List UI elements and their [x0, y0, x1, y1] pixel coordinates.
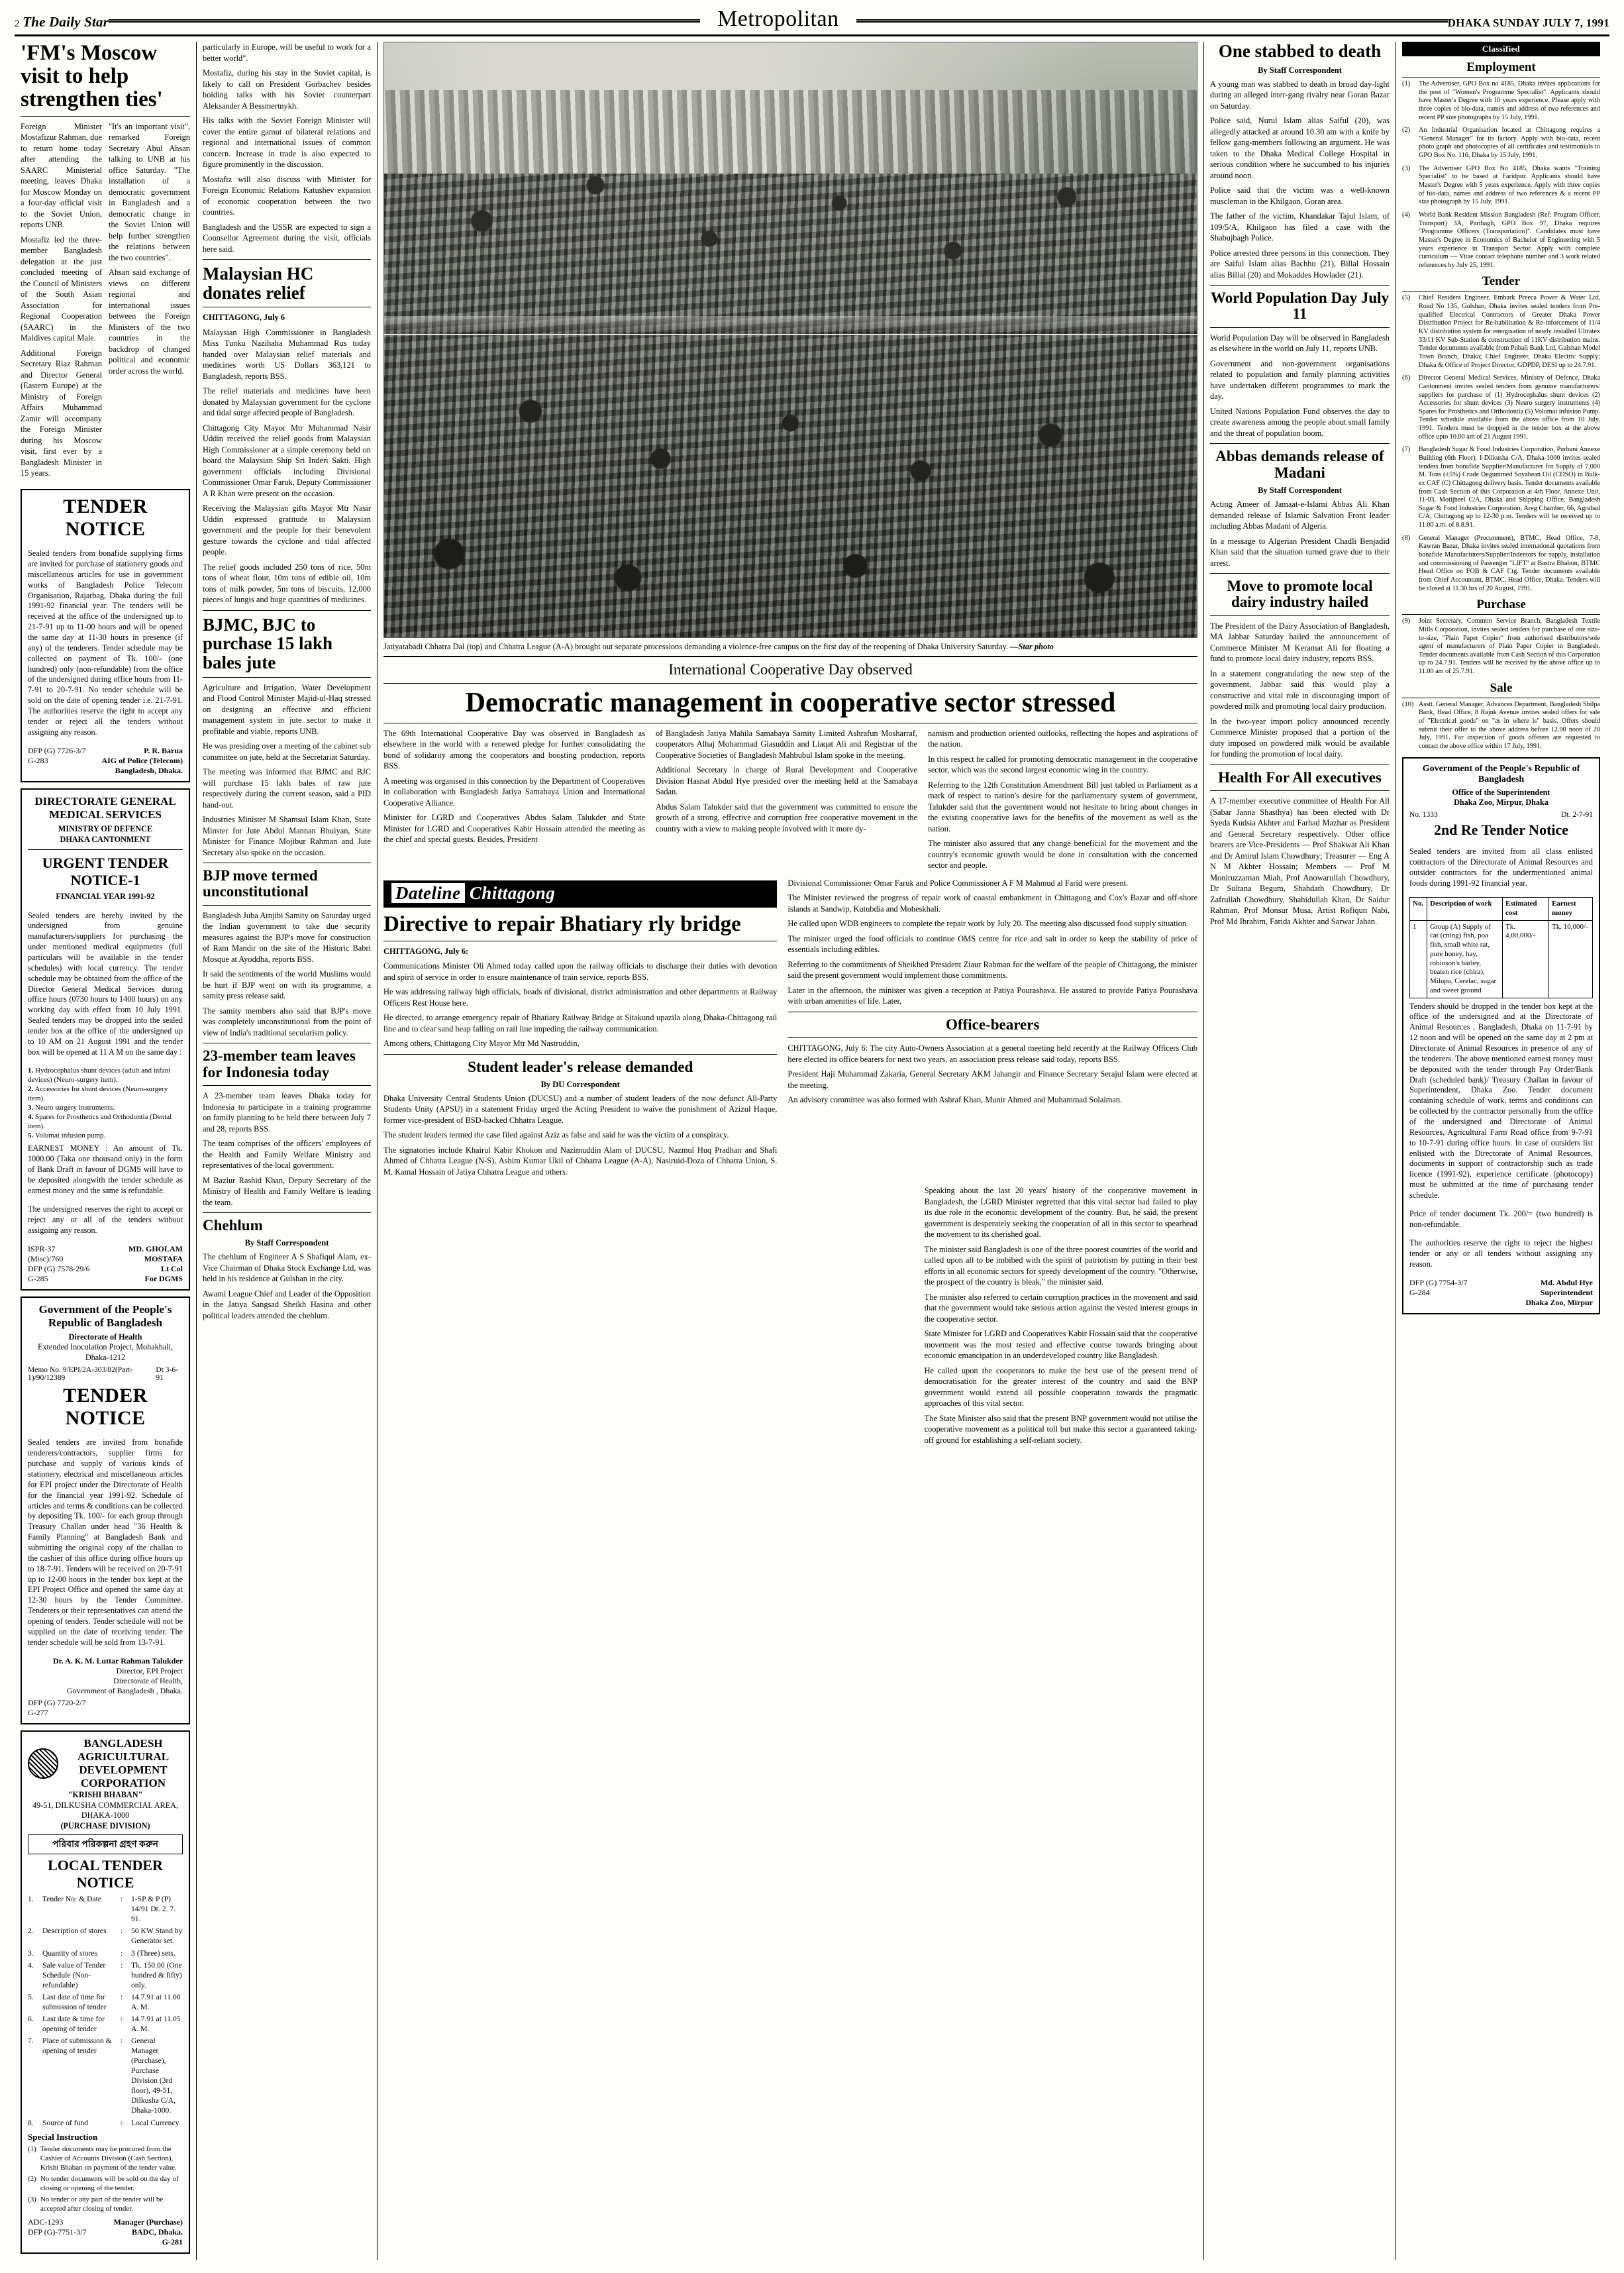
ad-title: TENDER NOTICE	[63, 495, 148, 540]
paragraph: He was presiding over a meeting of the cabinet sub committee on jute, held at the Secretariat Saturday.	[203, 741, 371, 762]
badc-logo-icon	[28, 1748, 58, 1779]
paragraph: State Minister for LGRD and Cooperatives Kabir Hossain said that the cooperative movement was the most tested and effective course towards bringing about economic emancipation in an underdeveloped country like Bangladesh.	[924, 1329, 1197, 1361]
signer-org: BADC, Dhaka.	[131, 2227, 183, 2237]
paragraph: An advisory committee was also formed with Ashraf Khan, Munir Ahmed and Muhammad Solaiman.	[787, 1095, 1123, 1105]
dateline-chittagong-banner	[383, 880, 777, 908]
paragraph: A 23-member team leaves Dhaka today for Indonesia to participate in a training programme on family planning to be held there between July 7 and 28, reports BSS.	[203, 1091, 371, 1134]
signer-name: Dr. A. K. M. Luttar Rahman Talukder	[52, 1656, 183, 1665]
classified-section-sale: Sale	[1402, 681, 1600, 698]
paragraph: Divisional Commissioner Omar Faruk and Police Commissioner A F M Mahmud al Farid were present.	[787, 878, 1129, 888]
row-num: 1.	[28, 1895, 34, 1904]
row-key: Place of submission & opening of tender	[42, 2036, 112, 2056]
row-key: Last date & time for opening of tender	[42, 2014, 105, 2033]
row-key: Quantity of stores	[42, 1948, 98, 1958]
paragraph: Additional Foreign Secretary Riaz Rahman and Director General (Eastern Europe) at the Ministry of Foreign Affairs Muhammad Zamir will accompany the Foreign Minister during his Moscow visit, first ever by a Bangladesh Minister in 15 years.	[21, 348, 102, 478]
badc-header	[28, 1737, 183, 1790]
paragraph: Minister for LGRD and Cooperatives Abdus Salam Talukder and State Minister for LGRD and Cooperatives Kabir Hossain attended the meeting as the chief and special guests. Besides, President	[383, 813, 645, 845]
paragraph: Foreign Minister Mostafizur Rahman, due to return home today after attending the SAARC Ministerial meeting, leaves Dhaka for Moscow Monday on a four-day official visit to the Soviet Union, reports UNB.	[21, 121, 102, 230]
procession-photo	[383, 42, 1197, 638]
row-sep: :	[121, 1992, 123, 2001]
cell: Tk. 10,000/-	[1549, 920, 1593, 998]
row-value: 14.7.91 at 11.00 A. M.	[131, 1992, 181, 2011]
row-sep: :	[121, 2014, 123, 2023]
ad-org: DIRECTORATE GENERAL MEDICAL SERVICES	[34, 794, 176, 821]
paragraph: The father of the victim, Khandakar Tajul Islam, of 109/5/A, Khilgaon has filed a case with the Shabujbagh Police.	[1210, 211, 1390, 243]
signer-name: MD. GHOLAM MOSTAFA	[128, 1243, 183, 1263]
dateline: CHITTAGONG, July 6:	[383, 946, 469, 956]
rly-headline: Directive to repair Bhatiary rly bridge	[383, 912, 741, 936]
classified-ad: (9) Joint Secretary, Common Service Branch, Bangladesh Textile Mills Corporation, invites sealed tenders for purchase of one size-to-size, "Plain Paper Copier" from authorised distributors/sole agent of manufacturers of Plain Paper Copier in Bangladesh. Tender documents available from Cash Section of this Corporation up to 24.7.91. Tenders will be received by the above office up to 11.00 am of 25.7.91.	[1402, 617, 1600, 676]
row-key: Last date of time for submission of tender	[42, 1992, 107, 2011]
list-item: Volumat infusion pump.	[34, 1132, 106, 1140]
paragraph: The minister said Bangladesh is one of the three poorest countries of the world and called upon all to be imbibed with the spirit of patriotism by putting in their best efforts in all economic sectors for speedy development of the country. "Otherwise, the prospect of the country is bleak," the minister said.	[924, 1244, 1197, 1287]
photo-credit: —Star photo	[1010, 642, 1054, 651]
ad-zoo-tender	[1402, 757, 1600, 1314]
classified-section-employment: Employment	[1402, 60, 1600, 78]
ad-special-list: (1) Tender documents may be procured from the Cashier of Accounts Division (Cash Section), Krishi Bhaban on payment of the tender value. (2) No tender documents will be sold on the day of closing or opening of the tender. (3) No tender or any part of the tender will be accepted after closing of tender.	[28, 2144, 183, 2214]
ad-text: World Bank Resident Mission Bangladesh (Ref: Program Officer, Transport) 3A, Paribagh, GPO Box 97, Dhaka requires "Programme Officers (Transportation)". Candidates must have Master's Degree in Economics of Bachelor of Engineering with 5 years experience in Transport Sector. Apply with complete curriculum — Vitae contact telephone number and 3 work related references by July 25, 1991.	[1419, 211, 1600, 269]
paragraph: A young man was stabbed to death in broad day-light during an alleged inter-gang rivalry near Goran Bazar on Saturday.	[1210, 79, 1390, 111]
ad-directorate: Directorate of Health	[68, 1332, 142, 1342]
paragraph: Police arrested three persons in this connection. They are Saiful Islam alias Bachhu (21), Billal Hossain alias Billal (20) and Mokaddes Howlader (21).	[1210, 248, 1390, 280]
col-header: No.	[1410, 898, 1427, 921]
ad-text: Bangladesh Sugar & Food Industries Corporation, Purbani Annexe Building (6th Floor), I-Dilkusha C/A, Dhaka-1000 invites sealed tenders from bonafide Supplier/Manufacturer for Supply of 7,000 M. Tons (±5%) Crude Degummed Soyabean Oil (CDSO) in Bulk-ex CAF (C) Chittagong delivery basis. Tender documents available from Cash Section of this Corporation at 4th Floor, Annexe Unit, 11-03, Motijheel C/A, Dhaka and Shipping Office, Bangladesh Sugar & Food Industries Corporation, Areg Chamber, 66, Agrabad C/A, Chittagong up to 12-30 p.m. Tenders will be received up to 11.00 a.m. of 8.8.91.	[1419, 446, 1600, 529]
col-header: Description of work	[1427, 898, 1503, 921]
masthead	[15, 7, 1609, 36]
ad-signature	[28, 1244, 183, 1284]
dateline: CHITTAGONG, July 6	[203, 313, 285, 323]
paragraph: Police said that the victim was a well-known muscleman in the Khilgaon, Goran area.	[1210, 185, 1390, 206]
row-sep: :	[121, 1960, 123, 1970]
signer-rank: Lt Col	[161, 1263, 183, 1273]
paragraph: Later in the afternoon, the minister was given a reception at Patiya Pourashava. He assured to provide Patiya Pourashava with urban amenities of life. Later,	[787, 985, 1197, 1006]
paragraph: The State Minister also said that the present BNP government would not utilise the cooperative movement as a political toll but make this sector a guaranteed taking-off ground for establishing a self-reliant society.	[924, 1413, 1197, 1445]
student-headline: Student leader's release demanded	[468, 1058, 693, 1075]
office-bearers-headline: Office-bearers	[946, 1016, 1040, 1033]
divider	[21, 116, 190, 117]
ad-ref: G-281	[162, 2237, 183, 2247]
banner-word-dateline: Dateline	[391, 883, 465, 903]
signer-for: For DGMS	[144, 1273, 183, 1283]
paragraph: Bangladesh and the USSR are expected to sign a Counsellor Agreement during the visit, officials here said.	[203, 222, 371, 254]
list-item: No tender documents will be sold on the day of closing or opening of the tender.	[40, 2174, 179, 2192]
paragraph: Chittagong City Mayor Mtr Muhammad Nasir Uddin received the relief goods from Malaysian High Commissioner at a simple ceremony held on board the Malaysian Ship Sri Inderi Sakti. High government officials including Divisional Commissioner Omar Faruk, Deputy Commissioner A R Khan were present on the occasion.	[203, 423, 371, 498]
health-for-all-headline: Health For All executives	[1218, 768, 1382, 786]
ad-text: General Manager (Procurement), BTMC, Head Office, 7-8, Kawran Bazar, Dhaka invites sealed international quotations from bonafide Manufacturers/Supplier/Indentors for supply, installation and commissioning of Passenger "LIFT" at Bastra Bhabon, BTMC Head Office on FOB & CAF Ctg. Tender documents available from Chief Accountant, BTMC, Head Office, Dhaka. Tenders will be closed at 11.30 hrs of 20 August, 1991.	[1419, 534, 1600, 592]
lead-headline: 'FM's Moscow visit to help strengthen ties'	[21, 41, 163, 111]
ad-place: Dhaka Zoo, Mirpur, Dhaka	[1454, 798, 1548, 808]
masthead-dateline: DHAKA SUNDAY JULY 7, 1991	[1447, 17, 1609, 29]
row-value: Local Currency.	[131, 2118, 181, 2127]
coop-body	[383, 728, 1197, 875]
ad-tender-notice-police	[21, 489, 190, 782]
paragraph: Among others, Chittagong City Mayor Mtr Md Nastruddin,	[383, 1039, 580, 1049]
paragraph: Awami League Chief and Leader of the Opposition in the Jatiya Sangsad Sheikh Hasina and other political leaders attended the chehlum.	[203, 1289, 371, 1320]
row-num: 2.	[28, 1927, 34, 1936]
row-value: General Manager (Purchase), Purchase Division (3rd floor), 49-51, Dilkusha C/A, Dhaka-1000.	[131, 2036, 176, 2115]
paragraph: The team comprises of the officers' employees of the Health and Family Welfare Ministry and representatives of the local government.	[203, 1139, 371, 1171]
paragraph: The President of the Dairy Association of Bangladesh, MA Jabbar Saturday hailed the announcement of Commerce Minister M Keramat Ali for floating a fund to promote local dairy industry, reports BSS.	[1210, 621, 1390, 664]
paragraph: Referring to the 12th Constitution Amendment Bill just tabled in Parliament as a mark of respect to nation's desire for the parliamentary system of government, Talukder said that the government would not hesitate to bring about changes in the existing cooperative laws for the benefits of the movement as well as the nation.	[928, 780, 1197, 833]
ad-text: The Advertiser, GPO Box no 4185, Dhaka invites applications for the post of "Women's Programme Specialist". Applicants should have Master's Degree with 10 years experience. Please apply with three copies of bio-data, names and address of two references and recent PP size photographs by 15 July, 1991.	[1419, 80, 1600, 121]
stabbed-headline: One stabbed to death	[1218, 41, 1382, 61]
paragraph: The Minister reviewed the progress of repair work of coastal embankment in Chittagong and Cox's Bazar and off-shore islands at Sandwip, Kutubdia and Moheskhali.	[787, 893, 1197, 914]
column-7	[1203, 42, 1396, 2260]
ad-text: The Advertiser GPO Box No 4185, Dhaka wants "Training Specialist" to be based at Faridpur. Applicants should have Master's Degree with 5 years experience. Apply with three copies of bio-data, names and address of two references & a recent PP size photograph by 15 July, 1991.	[1419, 164, 1600, 206]
paragraph: CHITTAGONG, July 6: The city Auto-Owners Association at a general meeting held recently at the Railway Officers Club here elected its office bearers for next two years, an association press release said today, reports BSS.	[787, 1043, 1197, 1064]
ad-ref: G-285	[28, 1273, 48, 1283]
signer-gov: Government of Bangladesh , Dhaka.	[66, 1685, 183, 1695]
row-num: 3.	[28, 1948, 34, 1958]
ad-text: Director General Medical Services, Ministry of Defence, Dhaka Cantonment invites sealed tenders from genuine manufacturers/ suppliers for purchase of (1) Hydrocephalus shunt devices (2) Accessories for shunt devices (3) Neuro surgery instruments (4) Spares for Prosthetics and Orthodontia (5) Volumat infusion Pump. Tender schedule available from the above office from 10 July, 1991. Tenders must be dropped in the tender box at the above office upto 10.00 am of 21 August 1991.	[1419, 374, 1600, 441]
ad-health-tender	[21, 1296, 190, 1724]
paragraph: The minister urged the food officials to continue OMS centre for rice and salt in order to keep the stability of price of essentials including edibles.	[787, 933, 1197, 955]
row-sep: :	[121, 1948, 123, 1958]
table-row	[1410, 920, 1593, 998]
signer-name: Md. Abdul Hye	[1540, 1277, 1593, 1287]
coop-kicker: International Cooperative Day observed	[668, 661, 913, 678]
paragraph: World Population Day will be observed in Bangladesh as elsewhere in the world on July 11, reports UNB.	[1210, 333, 1390, 354]
ad-reserve-clause: The authorities reserve the right to reject the highest tender or any or all tenders without assigning any reason.	[1409, 1238, 1593, 1269]
ad-text: Joint Secretary, Common Service Branch, Bangladesh Textile Mills Corporation, invites sealed tenders for purchase of one size-to-size, "Plain Paper Copier" from authorised distributors/sole agent of manufacturers of Plain Paper Copier in Bangladesh. Tender documents available from Cash Section of this Corporation up to 24.7.91. Tenders will be received by the above office up to 11.00 am of 25.7.91.	[1419, 617, 1600, 676]
paragraph: M Bazlur Rashid Khan, Deputy Secretary of the Ministry of Health and Family Welfare is leading the team.	[203, 1175, 371, 1207]
paragraph: of Bangladesh Jatiya Mahila Samabaya Samity Limited Ashrafun Mosharraf, cooperators Alhaj Mohammad Giasuddin and Liaqat Ali and Registrar of the Cooperative Societies of Bangladesh Mahbubul Islam spoke in the meeting.	[656, 728, 917, 760]
zoo-tender-table	[1409, 897, 1593, 998]
bjmc-headline: BJMC, BJC to purchase 15 lakh bales jute	[203, 614, 333, 672]
paragraph: The minister also assured that any change beneficial for the movement and the country's economic growth would be done in consultation with the concerned sector and people.	[928, 839, 1197, 871]
paragraph: His talks with the Soviet Foreign Minister will cover the entire gamut of bilateral relations and regional and international issues of common concern. Increase in trade is also expected to figure prominently in the discussion.	[203, 116, 371, 169]
ad-ref: ISPR-37 (Misc)/760	[28, 1243, 64, 1263]
malaysian-headline: Malaysian HC donates relief	[203, 264, 314, 303]
row-value: 50 KW Stand by Generator set.	[131, 1927, 183, 1946]
paper-name: The Daily Star	[23, 14, 109, 30]
ad-body: Tenders should be dropped in the tender box kept at the office of the undersigned and at the Directorate of Animal Resources , Bangladesh, Dhaka on 11-7-91 by 12 noon and will be opened on the same day at 2 pm at Directorate of Animal Resources in presence of any of the tenderers. The above mentioned earnest money must be deposited with the tender through Pay Order/Bank Draft (scheduled bank)/ Treasury Challan in favour of Superintendent, Dhaka Zoo. Tender document containing schedule of work, terms and conditions can be collected by the contractor personally from the office of the undersigned and Directorate of Animal Resources, Agricultural Farm Road office from 9-7-91 to 10-7-91 during office hours. In case of outsiders list enlisted with the Directorate of Animal Resources, documents in support of contractorship such as trade licence (1991-92), experience certificate (photocopy) must be submitted at the time of purchasing tender schedule.	[1409, 1001, 1593, 1200]
abbas-headline: Abbas demands release of Madani	[1215, 448, 1384, 481]
paragraph: particularly in Europe, will be useful to work for a better world".	[203, 42, 371, 63]
memo-no: Memo No. 9/EPI/2A-303/82(Part-1)/90/12389	[28, 1366, 133, 1383]
page-number: 2	[15, 19, 20, 29]
ad-badc-tender	[21, 1730, 190, 2254]
paragraph: Mostafiz, during his stay in the Soviet capital, is likely to call on President Gorbachev besides holding talks with his Soviet counterpart Aleksander A Bessmertnykh.	[203, 68, 371, 111]
row-num: 4.	[28, 1960, 34, 1970]
ad-ministry: MINISTRY OF DEFENCE	[58, 823, 153, 833]
page-grid	[15, 42, 1609, 2260]
chehlum-headline: Chehlum	[203, 1217, 263, 1234]
paragraph: In this respect he called for promoting democratic management in the cooperative sector, which was the second largest economic wing in the country.	[928, 754, 1197, 775]
classified-ad: (5) Chief Resident Engineer, Embark Preeca Power & Water Ltd, Road No 135, Gulshan, Dhaka invites sealed tenders from Pre-qualified Electrical Contractors of Greater Dhaka Power Distribution Project for Re-habilitation & Re-inforcement of 11/4 KV distribution system for energisation of newly installed Ultratex 33/11 KV Sub-Station & construction of 11KV distribution mains. Tender documents available from Pubali Bank Ltd, Gulshan Model Town Branch, Dhaka; Chief Engineer, Dhaka Electric Supply; Dhaka & Office of Project Director, GDPDP, DESI up to 24.7.91.	[1402, 294, 1601, 369]
ad-ref: DFP (G) 7720-2/7	[28, 1697, 86, 1707]
ad-title: 2nd Re Tender Notice	[1433, 821, 1569, 839]
ad-title: URGENT TENDER NOTICE-1	[42, 855, 169, 889]
list-item: Neuro surgery instruments.	[35, 1104, 115, 1112]
ad-ref: DFP (G) 7754-3/7	[1409, 1277, 1468, 1287]
signer-name: Manager (Purchase)	[113, 2217, 183, 2227]
classified-section-tender: Tender	[1402, 274, 1600, 291]
memo-date: Dt 3-6-91	[156, 1366, 178, 1383]
ad-ref: G-283	[28, 755, 48, 765]
row-sep: :	[121, 1927, 123, 1936]
coop-story	[383, 656, 1197, 875]
paragraph: President Haji Muhammad Zakaria, General Secretary AKM Jahangir and Finance Secretary Serajul Islam were elected at the meeting.	[787, 1069, 1197, 1090]
ad-earnest-money: EARNEST MONEY : An amount of Tk. 1000.00 (Taka one thousand only) in the form of Bank Draft in favour of DGMS will have to be deposited alongwith the tender schedule as earnest money and the same is refundable.	[28, 1143, 183, 1195]
paragraph: The student leaders termed the case filed against Aziz as false and said he was the victim of a conspiracy.	[383, 1130, 729, 1140]
paragraph: Agriculture and Irrigation, Water Development and Flood Control Minister Majid-ul-Haq stressed on designing an effective and efficient management system in jute sector to make it profitable and viable, reports UNB.	[203, 682, 371, 736]
classified-ad: (2) An Industrial Organisation located at Chittagong requires a "General Manager" for its factory. Apply with bio-data, recent photo graph and photocopies of all certificates and testimonials to GPO Box No. 116, Dhaka by 15 July, 1991.	[1402, 127, 1600, 160]
ad-ref: ADC-1293	[28, 2217, 64, 2227]
ad-body: Sealed tenders are hereby invited by the undersigned from genuine manufacturers/suppliers for purchasing the under mentioned medical equipments (full particulars will be available in the tender schedules) with local currency. The tender schedule may be obtained from the office of the Director General Medical Services during office hours (0730 hours to 1400 hours) on any working day with effect from 10 July 1991. Sealed tenders may be dropped into the sealed tender box at the office of the undersigned up to 10 AM on 21 August 1991 and the tender box will be opened at 11 A M on the same day :	[28, 910, 183, 1057]
signer-address: Bangladesh, Dhaka.	[115, 765, 183, 775]
section-title: Metropolitan	[700, 7, 856, 31]
row-key: Description of stores	[42, 1927, 107, 1936]
row-value: 3 (Three) sets.	[131, 1948, 176, 1958]
paragraph: United Nations Population Fund observes the day to create awareness among the people about small family and the threat of population boom.	[1210, 406, 1390, 438]
classified-ad: (8) General Manager (Procurement), BTMC, Head Office, 7-8, Kawran Bazar, Dhaka invites sealed international quotations from bonafide Manufacturers/Supplier/Indentors for supply, installation and commissioning of Passenger "LIFT" at Bastra Bhabon, BTMC Head Office on FOB & CAF Ctg. Tender documents available from Chief Accountant, BTMC, Head Office, Dhaka. Tenders will be closed at 11.30 hrs of 20 August, 1991.	[1402, 534, 1600, 592]
ad-ref: DFP (G) 7726-3/7	[28, 745, 86, 755]
coop-headline: Democratic management in cooperative sector stressed	[465, 688, 1116, 719]
bjp-headline: BJP move termed unconstitutional	[203, 867, 318, 900]
ad-body: Sealed tenders from bonafide supplying firms are invited for purchase of stationery goods and miscellaneous articles for use in government works of Bangladesh Police Telecom Organisation, Rajarbag, Dhaka during the full 1991-92 financial year. The tenders will be received at the office of the undersigned up to 21-7-91 up to 11-00 hours and will be opened the same day at 11-30 hours in presence (if any) of the tenderers. Tender schedule may be collected on payment of Tk. 100/- (one hundred) only (non-refundable) from the office of the undersigned during office hours from 11-7-91 to 20-7-91. No tender schedule will be sold on the date of opening tender i.e. 21-7-91. The authorities reserve the right to accept any tender or reject all the tenders without assigning any reason.	[28, 549, 183, 737]
paragraph: In a message to Algerian President Chadli Benjadid Khan said that the situation turned grave due to their arrest.	[1210, 536, 1390, 568]
signer-org: Dhaka Zoo, Mirpur	[1525, 1297, 1593, 1307]
ad-address: 49-51, DILKUSHA COMMERCIAL AREA, DHAKA-1000	[32, 1800, 178, 1821]
classified-ad: (6) Director General Medical Services, Ministry of Defence, Dhaka Cantonment invites sealed tenders from genuine manufacturers/ suppliers for purchase of (1) Hydrocephalus shunt devices (2) Accessories for shunt devices (3) Neuro surgery instruments (4) Spares for Prosthetics and Orthodontia (5) Volumat infusion Pump. Tender schedule available from the above office from 10 July, 1991. Tenders must be dropped in the tender box at the above office upto 10.00 am of 21 August 1991.	[1402, 374, 1600, 441]
paragraph: He called upon the cooperators to make the best use of the present trend of democratisation for the greater interest of the country and said the BNP government would extend all possible cooperation towards the pragmatic approaches of this vital sector.	[924, 1365, 1197, 1408]
coop-overflow	[383, 1185, 1197, 1450]
paragraph: Mostafiz will also discuss with Minister for Foreign Economic Relations Katushev expansion of economic cooperation between the two countries.	[203, 174, 371, 217]
row-key: Tender No: & Date	[42, 1895, 102, 1904]
row-num: 5.	[28, 1992, 34, 2001]
world-population-headline: World Population Day July 11	[1210, 290, 1390, 323]
column-8-classified	[1396, 42, 1606, 2260]
paragraph: A meeting was organised in this connection by the Department of Cooperatives in collaboration with Bangladesh Jatiya Samabaya Union and International Cooperative Alliance.	[383, 776, 645, 808]
paragraph: In the two-year import policy announced recently Commerce Minister proposed that a portion of the duty imposed on powdered milk would be available for funding the promotion of local dairy.	[1210, 716, 1390, 759]
column-2	[196, 42, 377, 2260]
paragraph: Government and non-government organisations related to population and family planning activities have undertaken different programmes to mark the day.	[1210, 358, 1390, 401]
paragraph: Mostafiz led the three-member Bangladesh delegation at the just concluded meeting of the Council of Ministers of the South Asian Association for Regional Cooperation (SAARC) in the Maldives capital Male.	[21, 235, 102, 343]
row-num: 7.	[28, 2036, 34, 2045]
ad-bangla-slogan: পরিবার পরিকল্পনা গ্রহণ করুন	[28, 1834, 183, 1854]
row-sep: :	[121, 2036, 123, 2045]
paragraph: He called upon WDB engineers to complete the repair work by July 20. The meeting also discussed food supply situation.	[787, 919, 1189, 929]
masthead-left	[15, 14, 109, 32]
ad-ref: DFP (G)-7751-3/7	[28, 2227, 87, 2237]
ad-fy: FINANCIAL YEAR 1991-92	[56, 892, 155, 902]
paragraph: The samity members also said that BJP's move was completely unconstitutional from the point of view of India's traditional secularism policy.	[203, 1006, 371, 1037]
classified-section-purchase: Purchase	[1402, 598, 1600, 615]
paragraph: He directed, to arrange emergency repair of Bhatiary Railway Bridge at Sitakund upazila along Dhaka-Chittagong rail line and to clear sand heap falling on rail line impeding the railway communication.	[383, 1013, 778, 1033]
cell: Group (A) Supply of cat (ching) fish, poa fish, small white rat, pure honey, hay, robinson's barley, beaten rice (chira), Milupa, Cerelac, sugar and sweet ground	[1427, 920, 1503, 998]
paragraph: The minister also referred to certain corruption practices in the movement and said that the government would take serious action against the vested interest groups in the cooperative sector.	[924, 1292, 1197, 1324]
notice-no: No. 1333	[1409, 811, 1438, 819]
paragraph: Abdus Salam Talukder said that the government was committed to ensure the growth of a strong, effective and corruption free cooperative movement in the country with a view to making people involved with it more dy-	[656, 802, 917, 833]
byline: By Staff Correspondent	[1258, 486, 1342, 496]
row-sep: :	[121, 1895, 123, 1904]
ad-ref: G-284	[1409, 1287, 1430, 1297]
notice-date: Dt. 2-7-91	[1561, 811, 1593, 819]
photo-caption	[383, 641, 1197, 652]
lead-body	[21, 121, 190, 483]
row-key: Sale value of Tender Schedule (Non-refundable)	[42, 1960, 106, 1989]
paragraph: In a statement congratulating the new step of the government, Jabbar said this would play a constructive and vital role in discouraging import of powdered milk and promoting local dairy production.	[1210, 668, 1390, 712]
ad-office: Office of the Superintendent	[1452, 787, 1550, 797]
paragraph: It said the sentiments of the world Muslims would be hurt if BJP went on with its programme, a samity press release said.	[203, 969, 371, 1001]
column-center-block	[377, 42, 1203, 2260]
cell: 1	[1410, 920, 1427, 998]
ad-spec-list	[28, 1894, 183, 2127]
ad-dgms-tender	[21, 788, 190, 1291]
row-num: 8.	[28, 2118, 34, 2127]
col-header: Earnest money	[1549, 898, 1593, 921]
row-key: Source of fund	[42, 2118, 88, 2127]
ad-text: An Industrial Organisation located at Chittagong requires a "General Manager" for its factory. Apply with bio-data, recent photo graph and photocopies of all certificates and testimonials to GPO Box No. 116, Dhaka by 15 July, 1991.	[1419, 127, 1600, 160]
list-item: Hydrocephalus shunt devices (adult and infant devices) (Neuro-surgery item).	[28, 1066, 171, 1084]
ad-ref: DFP (G) 7578-29/6	[28, 1263, 90, 1273]
paragraph: He was addressing railway high officials, heads of divisional, district administration and other departments at Railway Officers Rest House here.	[383, 987, 778, 1008]
signer-org: Directorate of Health,	[113, 1675, 183, 1685]
paragraph: The 69th International Cooperative Day was observed in Bangladesh as elsewhere in the world with a renewed pledge for further consolidating the bond of solidarity among the cooperators and boosting production, reports BSS.	[383, 728, 645, 771]
list-item: No tender or any part of the tender will be accepted after closing of tender.	[40, 2195, 164, 2213]
paragraph: Bangladesh Juba Atnjibi Samity on Saturday urged the Indian government to take due security measures against the BJP's move for construction of Ram Mandir on the site of the Historic Babri Mosque at Ayoddha, reports BSS.	[203, 910, 371, 964]
classified-ad: (3) The Advertiser GPO Box No 4185, Dhaka wants "Training Specialist" to be based at Faridpur. Applicants should have Master's Degree with 5 years experience. Apply with three copies of bio-data, names and address of two references & a recent PP size photograph by 15 July, 1991.	[1402, 164, 1600, 206]
ad-gov: Government of the People's Republic of Bangladesh	[1422, 763, 1580, 784]
paragraph: Dhaka University Central Students Union (DUCSU) and a number of student leaders of the now defunct All-Party Students Unity (APSU) in a statement Friday urged the Acting President to waive the punishment of Azizul Haque, former vice-president of BSD-backed Chhatra League.	[383, 1093, 778, 1125]
paragraph: Additional Secretary in charge of Rural Development and Cooperative Division Hasnat Abdul Hye presided over the meeting held at the Samabaya Sadan.	[656, 765, 917, 797]
classified-ad: (1) The Advertiser, GPO Box no 4185, Dhaka invites applications for the post of "Women's Programme Specialist". Applicants should have Master's Degree with 10 years experience. Please apply with three copies of bio-data, names and address of two references and recent PP size photographs by 15 July, 1991.	[1402, 80, 1600, 121]
signer-title: Director, EPI Project	[116, 1665, 183, 1675]
row-sep: :	[121, 2118, 123, 2127]
ad-ref: G-277	[28, 1707, 48, 1717]
ad-project: Extended Inoculation Project, Mohakhali, Dhaka-1212	[37, 1342, 174, 1363]
paragraph: The relief materials and medicines have been donated by Malaysian government for the cyclone and tidal surge affected people of Bangladesh.	[203, 386, 371, 418]
paragraph: namism and production oriented outlooks, reflecting the hopes and aspirations of the nation.	[928, 728, 1197, 749]
paragraph: Communications Minister Oli Ahmed today called upon the railway officials to discharge their duties with devotion and spirit of service in order to ensure maintenance of train service, reports BSS.	[383, 961, 778, 982]
table-header-row	[1410, 898, 1593, 921]
row-value: 14.7.91 at 11.05 A. M.	[131, 2014, 181, 2033]
list-item: Tender documents may be procured from the Cashier of Accounts Division (Cash Section), Krishi Bhaban on payment of the tender value.	[40, 2144, 177, 2172]
paragraph: The signatories include Khairul Kabir Khokon and Nazimuddin Alam of DUCSU, Nazmul Huq Pradhan and Shafi Ahmed of Chhatra League (N-S), Ashim Kumar Ukil of Chhatra League (A-A), Nasiruid-Doza of Chhatra Union, S. M. Kamal Hossain of Jatiya Chhatra League and others.	[383, 1145, 778, 1177]
ad-org: BANGLADESH AGRICULTURAL DEVELOPMENT CORPORATION	[77, 1736, 170, 1789]
paragraph: Malaysian High Commissioner in Bangladesh Miss Tunku Nazihaha Muhammad Rus today handed over Malaysian relief materials and medicines worth US Dollars 363,121 to Bangladesh, reports BSS.	[203, 327, 371, 381]
byline: By DU Correspondent	[540, 1079, 620, 1089]
ad-price-note: Price of tender document Tk. 200/= (two hundred) is non-refundable.	[1409, 1209, 1593, 1229]
ad-special-title: Special Instruction	[28, 2131, 98, 2142]
section-title-wrap	[109, 7, 1447, 32]
paragraph: "It's an important visit", remarked Foreign Secretary Abul Ahsan talking to UNB at his office Saturday. "The installation of a democratic government in Bangladesh and a democratic change in the Soviet Union will help further strengthen the relations between the two countries".	[109, 121, 190, 262]
paragraph: The meeting was informed that BJMC and BJC will purchase 15 lakh bales of raw jute respectively during the current season, said a PID hand-out.	[203, 767, 371, 810]
ad-sub: "KRISHI BHABAN"	[68, 1789, 143, 1799]
classified-header: Classified	[1402, 42, 1600, 56]
ad-signature	[28, 2217, 183, 2247]
paragraph: Ahsan said exchange of views on different regional and international issues between the Foreign Ministers of the two countries in the backdrop of changed political and economic order across the world.	[109, 268, 190, 376]
list-item: Accessories for shunt devices (Neuro-surgery item).	[28, 1084, 168, 1102]
ad-signature	[1409, 1278, 1593, 1308]
ad-division: (PURCHASE DIVISION)	[60, 1821, 150, 1831]
paragraph: Speaking about the last 20 years' history of the cooperative movement in Bangladesh, the LGRD Minister regretted that this vital sector had failed to play its due role in the economic development of the country. But, he said, the present government is desperately seeking the cooperation of all in this sector to spearhead the movement to its cherished goal.	[924, 1186, 1197, 1240]
ad-reserve-clause: The undersigned reserves the right to accept or reject any or all of the tenders without assigning any reason.	[28, 1204, 183, 1235]
paragraph: The relief goods included 250 tons of rice, 50m tons of wheat flour, 10m tons of edible oil, 10m tons of milk powder, 5m tons of biscuits, 12,000 pieces of lungis and huge quantities of medicines.	[203, 562, 371, 605]
dairy-headline: Move to promote local dairy industry hailed	[1227, 578, 1373, 611]
ad-signature	[28, 746, 183, 776]
caption-text: Jatiyatabadi Chhatra Dal (top) and Chhatra League (A-A) brought out separate processions demanding a violence-free campus on the first day of the reopening of Dhaka University Saturday.	[383, 642, 1008, 651]
ad-item-list: 1. Hydrocephalus shunt devices (adult and infant devices) (Neuro-surgery item). 2. Accessories for shunt devices (Neuro-surgery item). 3. Neuro surgery instruments. 4. Spares for Prosthetics and Orthodontia (Dental item). 5. Volumat infusion pump.	[28, 1066, 172, 1140]
paragraph: Acting Ameer of Jamaat-e-Islami Abbas Ali Khan demanded release of Islamic Salvation Front leader including Abbas Madani of Algeria.	[1210, 500, 1390, 531]
paragraph: Receiving the Malaysian gifts Mayor Mtr Nasir Uddin expressed gratitude to Malaysian government and the people for their benevolent gesture towards the cyclone and tidal affected people.	[203, 503, 371, 557]
signer-name: P. R. Barua	[144, 745, 183, 755]
signer-title: AIG of Police (Telecom)	[101, 755, 183, 765]
ad-place: DHAKA CANTONMENT	[60, 834, 151, 844]
col-header: Estimated cost	[1503, 898, 1549, 921]
classified-ad: (4) World Bank Resident Mission Bangladesh (Ref: Program Officer, Transport) 3A, Paribagh, GPO Box 97, Dhaka requires "Programme Officers (Transportation)". Candidates must have Master's Degree in Economics of Bachelor of Engineering with 5 years experience in Transport Sector. Apply with complete curriculum — Vitae contact telephone number and 3 work related references by July 25, 1991.	[1402, 211, 1600, 269]
ad-gov: Government of the People's Republic of Bangladesh	[38, 1302, 172, 1329]
ad-title: TENDER NOTICE	[63, 1385, 148, 1430]
byline: By Staff Correspondent	[1258, 65, 1342, 75]
signer-title: Superintendent	[1540, 1287, 1593, 1297]
paragraph: The chehlum of Engineer A S Shafiqul Alam, ex-Vice Chairman of Dhaka Stock Exchange Ltd, was held in his residence at Gulshan in the city.	[203, 1252, 371, 1284]
ad-body: Sealed tenders are invited from bonafide tenderers/contractors, supplier firms for purchase and supply of various kinds of stationery, electrical and miscellaneous articles for EPI project under the Directorate of Health for the financial year 1991-92. Schedule of articles and terms & conditions can be collected by depositing Tk. 100/- for each group through Treasury Challan under head "36 Health & Family Planning" at Bangladesh Bank and submitting the original copy of the challan to the cashier of this office during office hours up to 18-7-91. Tenders will be received on 20-7-91 up to 12-00 hours in the tender box kept at the EPI Project Office and opened the same day at 12-30 hours by the Tender Committee. Tenderers or their representatives can attend the opening of tenders. Tender schedule will not be supplied on the date of receiving tender. The tender schedule will be sold from 13-7-91.	[28, 1438, 183, 1647]
paragraph: Referring to the commitments of Sheikhed President Ziaur Rahman for the welfare of the people of Chittagong, the minister said the present government would implement those commitments.	[787, 959, 1197, 980]
indonesia-headline: 23-member team leaves for Indonesia today	[203, 1047, 356, 1081]
classified-ad: (10) Asstt. General Manager, Advances Department, Bangladesh Shilpa Bank, Head Office, 8 Rajuk Avenue invites sealed offers for sale of "Electrical goods" on "as in where is" basis. Offers should submit their offer to the above address before 12.00 noon of 20 July, 1991. For inspection of goods offerers are requested to contact the above office within 17 July, 1991.	[1402, 700, 1600, 750]
column-1	[15, 42, 196, 2260]
banner-word-chittagong: Chittagong	[469, 882, 556, 903]
classified-ad: (7) Bangladesh Sugar & Food Industries Corporation, Purbani Annexe Building (6th Floor), I-Dilkusha C/A, Dhaka-1000 invites sealed tenders from bonafide Supplier/Manufacturer for Supply of 7,000 M. Tons (±5%) Crude Degummed Soyabean Oil (CDSO) in Bulk-ex CAF (C) Chittagong delivery basis. Tender documents available from Cash Section of this Corporation at 4th Floor, Annexe Unit, 11-03, Motijheel C/A, Dhaka and Shipping Office, Bangladesh Sugar & Food Industries Corporation, Areg Chamber, 66, Agrabad C/A, Chittagong up to 12-30 p.m. Tenders will be received up to 11.00 a.m. of 8.8.91.	[1402, 446, 1600, 529]
byline: By Staff Correspondent	[244, 1238, 329, 1248]
paragraph: A 17-member executive committee of Health For All (Sabar Janna Shasthya) has been elected with Dr Syeda Kudsia Akhter and Farhad Mazhar as President and General Secretary respectively. Other office bearers are Vice-Presidents — Prof Shakwat Ali Khan and Dr Amirul Islam Chowdhury; Treasurer — Eng A N M Akhter Hossain; Members — Prof M Moniruzzaman Miah, Prof Anowarullah Chowdhury, Dr Sultana Begum, Shahdath Chowdhury, Dr Zafrullah Chowdhury, Shahidullah Khan, Dr Saidur Rahman, Prof Monsur Musa, Artist Rofiqun Nabi, Prof Md Ibrahim, Farida Akhter and Sarwar Jahan.	[1210, 796, 1390, 926]
ad-intro: Sealed tenders are invited from all class enlisted contractors of the Directorate of Animal Resources and outsider contractors for the undermentioned animal foods during 1991-92 financial year.	[1409, 847, 1593, 888]
row-num: 6.	[28, 2014, 34, 2023]
paragraph: Industries Minister M Shamsul Islam Khan, State Minster for Jute Abdul Mannan Bhuiyan, State Minister for Finance Mojibur Rahman and Jute Secretary also spoke on the occasion.	[203, 815, 371, 857]
row-value: Tk. 150.00 (One hundred & fifty) only.	[131, 1960, 182, 1989]
photo-block	[383, 42, 1197, 652]
ad-text: Chief Resident Engineer, Embark Preeca Power & Water Ltd, Road No 135, Gulshan, Dhaka invites sealed tenders from Pre-qualified Electrical Contractors of Greater Dhaka Power Distribution Project for Re-habilitation & Re-inforcement of 11/4 KV distribution system for energisation of newly installed Ultratex 33/11 KV Sub-Station & construction of 11KV distribution mains. Tender documents available from Pubali Bank Ltd, Gulshan Model Town Branch, Dhaka; Chief Engineer, Dhaka Electric Supply; Dhaka & Office of Project Director, GDPDP, DESI up to 24.7.91.	[1419, 294, 1601, 369]
row-value: 1-SP & P (P) 14/91 Dt. 2. 7. 91.	[131, 1895, 176, 1924]
ad-title: LOCAL TENDER NOTICE	[48, 1857, 163, 1891]
list-item: Spares for Prosthetics and Orthodontia (Dental item).	[28, 1113, 172, 1131]
cell: Tk. 4,00,000/-	[1503, 920, 1549, 998]
ad-text: Asstt. General Manager, Advances Department, Bangladesh Shilpa Bank, Head Office, 8 Rajuk Avenue invites sealed offers for sale of "Electrical goods" on "as in where is" basis. Offers should submit their offer to the above address before 12.00 noon of 20 July, 1991. For inspection of goods offerers are requested to contact the above office within 17 July, 1991.	[1419, 700, 1600, 750]
chittagong-block	[383, 878, 1197, 1182]
paragraph: Police said, Nurul Islam alias Saiful (20), was allegedly attacked at around 10.30 am with a knife by fellow gang-members following an argument. He was taken to the Dhaka Medical College Hospital in serious condition where he succumbed to his injuries around noon.	[1210, 116, 1390, 180]
